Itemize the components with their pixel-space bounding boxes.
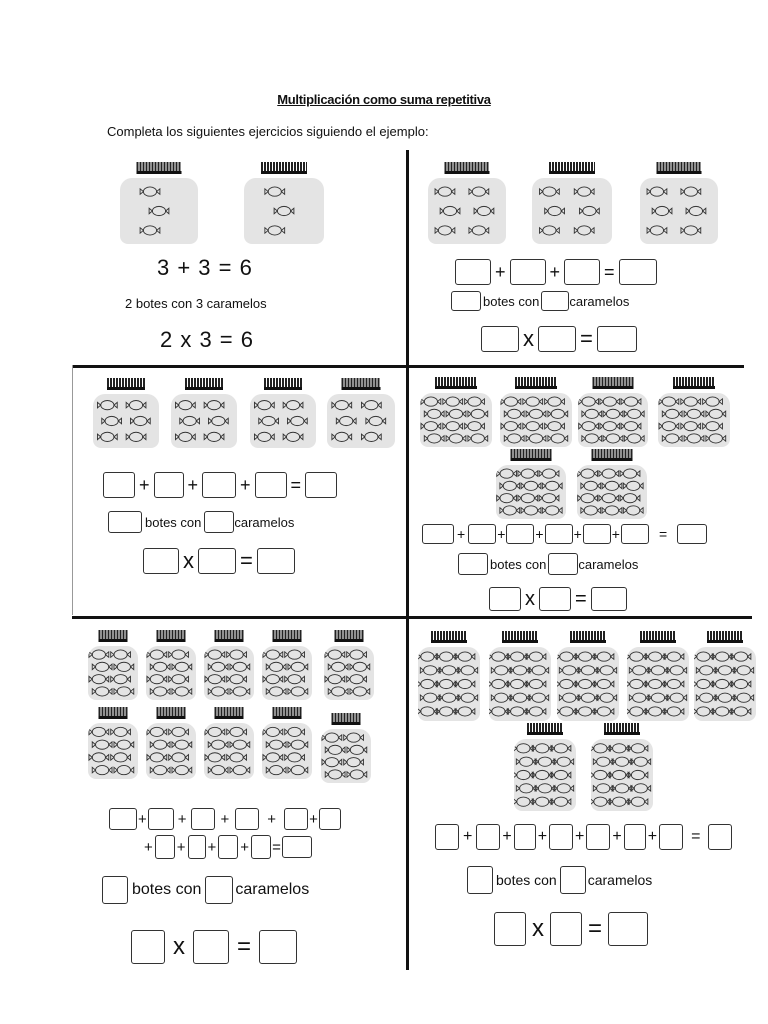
- candy-jar: [418, 631, 480, 721]
- answer-box[interactable]: [198, 548, 236, 574]
- answer-box[interactable]: [541, 291, 569, 311]
- answer-box[interactable]: [621, 524, 649, 544]
- times-sign: x: [525, 587, 535, 610]
- answer-box[interactable]: [193, 930, 229, 964]
- plus-sign: +: [240, 838, 250, 856]
- plus-sign: +: [139, 474, 150, 495]
- answer-box[interactable]: [435, 824, 459, 850]
- equals-sign: =: [604, 261, 615, 282]
- plus-sign: +: [177, 810, 187, 828]
- equals-sign: =: [290, 474, 302, 495]
- answer-box[interactable]: [514, 824, 536, 850]
- divider-horizontal-2: [72, 616, 752, 619]
- panel5-sum-row-2: [142, 835, 312, 859]
- panel2-phrase-row: [451, 291, 629, 311]
- answer-box[interactable]: [455, 259, 491, 285]
- answer-box[interactable]: [251, 835, 271, 859]
- candy-jar: [557, 631, 619, 721]
- botes-con-label: botes con: [483, 293, 540, 309]
- plus-sign: +: [176, 838, 186, 856]
- answer-box[interactable]: [282, 836, 312, 858]
- botes-con-label: botes con: [145, 514, 202, 530]
- equals-sign: =: [272, 838, 281, 856]
- answer-box[interactable]: [257, 548, 295, 574]
- answer-box[interactable]: [597, 326, 637, 352]
- example-product-equation: 2 x 3 = 6: [160, 327, 255, 352]
- panel4-phrase-row: [458, 553, 638, 575]
- candy-jar: [640, 162, 718, 244]
- panel4-sum-row: [422, 524, 707, 544]
- panel6-phrase-row: [467, 866, 652, 894]
- plus-sign: +: [535, 526, 544, 542]
- answer-box[interactable]: [148, 808, 174, 830]
- equals-sign: =: [580, 326, 593, 351]
- answer-box[interactable]: [476, 824, 500, 850]
- candy-jar: [489, 631, 551, 721]
- panel5-phrase-row: [102, 876, 309, 904]
- answer-box[interactable]: [191, 808, 215, 830]
- panel2-sum-row: [455, 259, 657, 285]
- answer-box[interactable]: [659, 824, 683, 850]
- candy-jar: [658, 377, 730, 447]
- plus-sign: +: [144, 838, 153, 856]
- answer-box[interactable]: [549, 824, 573, 850]
- candy-jar: [577, 449, 647, 519]
- plus-sign: +: [497, 526, 506, 542]
- candy-jar: [204, 630, 254, 700]
- answer-box[interactable]: [619, 259, 657, 285]
- answer-box[interactable]: [608, 912, 648, 946]
- answer-box[interactable]: [255, 472, 287, 498]
- answer-box[interactable]: [218, 835, 238, 859]
- answer-box[interactable]: [539, 587, 571, 611]
- answer-box[interactable]: [468, 524, 496, 544]
- plus-sign: +: [463, 828, 473, 845]
- answer-box[interactable]: [451, 291, 481, 311]
- plus-sign: +: [220, 810, 230, 828]
- candy-jar: [327, 378, 395, 448]
- answer-box[interactable]: [205, 876, 233, 904]
- answer-box[interactable]: [467, 866, 493, 894]
- answer-box[interactable]: [155, 835, 175, 859]
- times-sign: x: [183, 548, 194, 573]
- candy-jar: [120, 162, 198, 244]
- candy-jar: [250, 378, 316, 448]
- answer-box[interactable]: [564, 259, 600, 285]
- answer-box[interactable]: [143, 548, 179, 574]
- answer-box[interactable]: [494, 912, 526, 946]
- answer-box[interactable]: [583, 524, 611, 544]
- plus-sign: +: [537, 828, 548, 845]
- times-sign: x: [532, 915, 544, 942]
- equals-sign: =: [691, 828, 701, 845]
- answer-box[interactable]: [108, 511, 142, 533]
- candy-jar: [262, 707, 312, 779]
- times-sign: x: [173, 933, 185, 960]
- panel2-product-row: [481, 326, 637, 352]
- candy-jar: [244, 162, 324, 244]
- equals-sign: =: [237, 933, 252, 960]
- answer-box[interactable]: [708, 824, 732, 850]
- candy-jar: [496, 449, 566, 519]
- panel6-product-row: [494, 912, 648, 946]
- candy-jar: [627, 631, 689, 721]
- equals-sign: =: [588, 915, 603, 942]
- answer-box[interactable]: [305, 472, 337, 498]
- candy-jar: [146, 630, 196, 700]
- answer-box[interactable]: [154, 472, 184, 498]
- plus-sign: +: [187, 474, 199, 495]
- candy-jar: [171, 378, 237, 448]
- candy-jar: [591, 723, 653, 811]
- divider-horizontal-1: [72, 365, 744, 368]
- page-title: Multiplicación como suma repetitiva: [277, 92, 491, 107]
- answer-box[interactable]: [560, 866, 586, 894]
- answer-box[interactable]: [538, 326, 576, 352]
- candy-jar: [428, 162, 506, 244]
- plus-sign: +: [611, 526, 620, 542]
- panel3-phrase-row: [108, 511, 294, 533]
- candy-jar: [146, 707, 196, 779]
- plus-sign: +: [549, 261, 561, 282]
- botes-con-label: botes con: [496, 872, 557, 888]
- answer-box[interactable]: [131, 930, 165, 964]
- plus-sign: +: [612, 828, 622, 845]
- answer-box[interactable]: [510, 259, 546, 285]
- plus-sign: +: [309, 810, 318, 828]
- plus-sign: +: [502, 828, 512, 845]
- equals-sign: =: [658, 526, 668, 542]
- answer-box[interactable]: [102, 876, 128, 904]
- candy-jar: [321, 713, 371, 783]
- example-phrase: 2 botes con 3 caramelos: [125, 296, 267, 311]
- answer-box[interactable]: [422, 524, 454, 544]
- answer-box[interactable]: [506, 524, 534, 544]
- answer-box[interactable]: [259, 930, 297, 964]
- botes-con-label: botes con: [490, 556, 547, 572]
- candy-jar: [532, 162, 612, 244]
- plus-sign: +: [495, 261, 506, 282]
- panel6-sum-row: [435, 824, 732, 850]
- plus-sign: +: [647, 828, 658, 845]
- plus-sign: +: [457, 526, 466, 542]
- answer-box[interactable]: [202, 472, 236, 498]
- candy-jar: [88, 630, 138, 700]
- panel5-product-row: [131, 930, 297, 964]
- candy-jar: [262, 630, 312, 700]
- candy-jar: [324, 630, 374, 700]
- candy-jar: [514, 723, 576, 811]
- panel4-product-row: [489, 587, 627, 611]
- panel3-sum-row: [103, 472, 337, 498]
- equals-sign: =: [575, 587, 587, 610]
- plus-sign: +: [207, 838, 217, 856]
- answer-box[interactable]: [458, 553, 488, 575]
- caramelos-label: caramelos: [235, 881, 310, 898]
- answer-box[interactable]: [550, 912, 582, 946]
- answer-box[interactable]: [677, 524, 707, 544]
- candy-jar: [204, 707, 254, 779]
- answer-box[interactable]: [284, 808, 308, 830]
- answer-box[interactable]: [103, 472, 135, 498]
- panel5-sum-row-1: [109, 808, 341, 830]
- plus-sign: +: [573, 526, 582, 542]
- plus-sign: +: [240, 474, 251, 495]
- plus-sign: +: [267, 810, 277, 828]
- candy-jar: [88, 707, 138, 779]
- answer-box[interactable]: [548, 553, 578, 575]
- example-sum-equation: 3 + 3 = 6: [157, 255, 253, 280]
- answer-box[interactable]: [545, 524, 573, 544]
- candy-jar: [694, 631, 756, 721]
- caramelos-label: caramelos: [234, 514, 295, 530]
- answer-box[interactable]: [624, 824, 646, 850]
- botes-con-label: botes con: [132, 881, 202, 898]
- candy-jar: [578, 377, 648, 447]
- plus-sign: +: [575, 828, 585, 845]
- plus-sign: +: [138, 810, 147, 828]
- caramelos-label: caramelos: [578, 556, 639, 572]
- answer-box[interactable]: [481, 326, 519, 352]
- candy-jar: [500, 377, 572, 447]
- caramelos-label: caramelos: [587, 872, 653, 888]
- answer-box[interactable]: [591, 587, 627, 611]
- answer-box[interactable]: [188, 835, 206, 859]
- answer-box[interactable]: [489, 587, 521, 611]
- candy-jar: [420, 377, 492, 447]
- answer-box[interactable]: [586, 824, 610, 850]
- equals-sign: =: [240, 548, 253, 573]
- caramelos-label: caramelos: [569, 293, 630, 309]
- divider-left-edge: [72, 365, 73, 615]
- candy-jar: [93, 378, 159, 448]
- times-sign: x: [523, 326, 534, 351]
- answer-box[interactable]: [204, 511, 234, 533]
- divider-vertical: [406, 150, 409, 970]
- answer-box[interactable]: [319, 808, 341, 830]
- answer-box[interactable]: [235, 808, 259, 830]
- answer-box[interactable]: [109, 808, 137, 830]
- instruction-text: Completa los siguientes ejercicios siguiendo el ejemplo:: [107, 124, 429, 139]
- panel3-product-row: [143, 548, 295, 574]
